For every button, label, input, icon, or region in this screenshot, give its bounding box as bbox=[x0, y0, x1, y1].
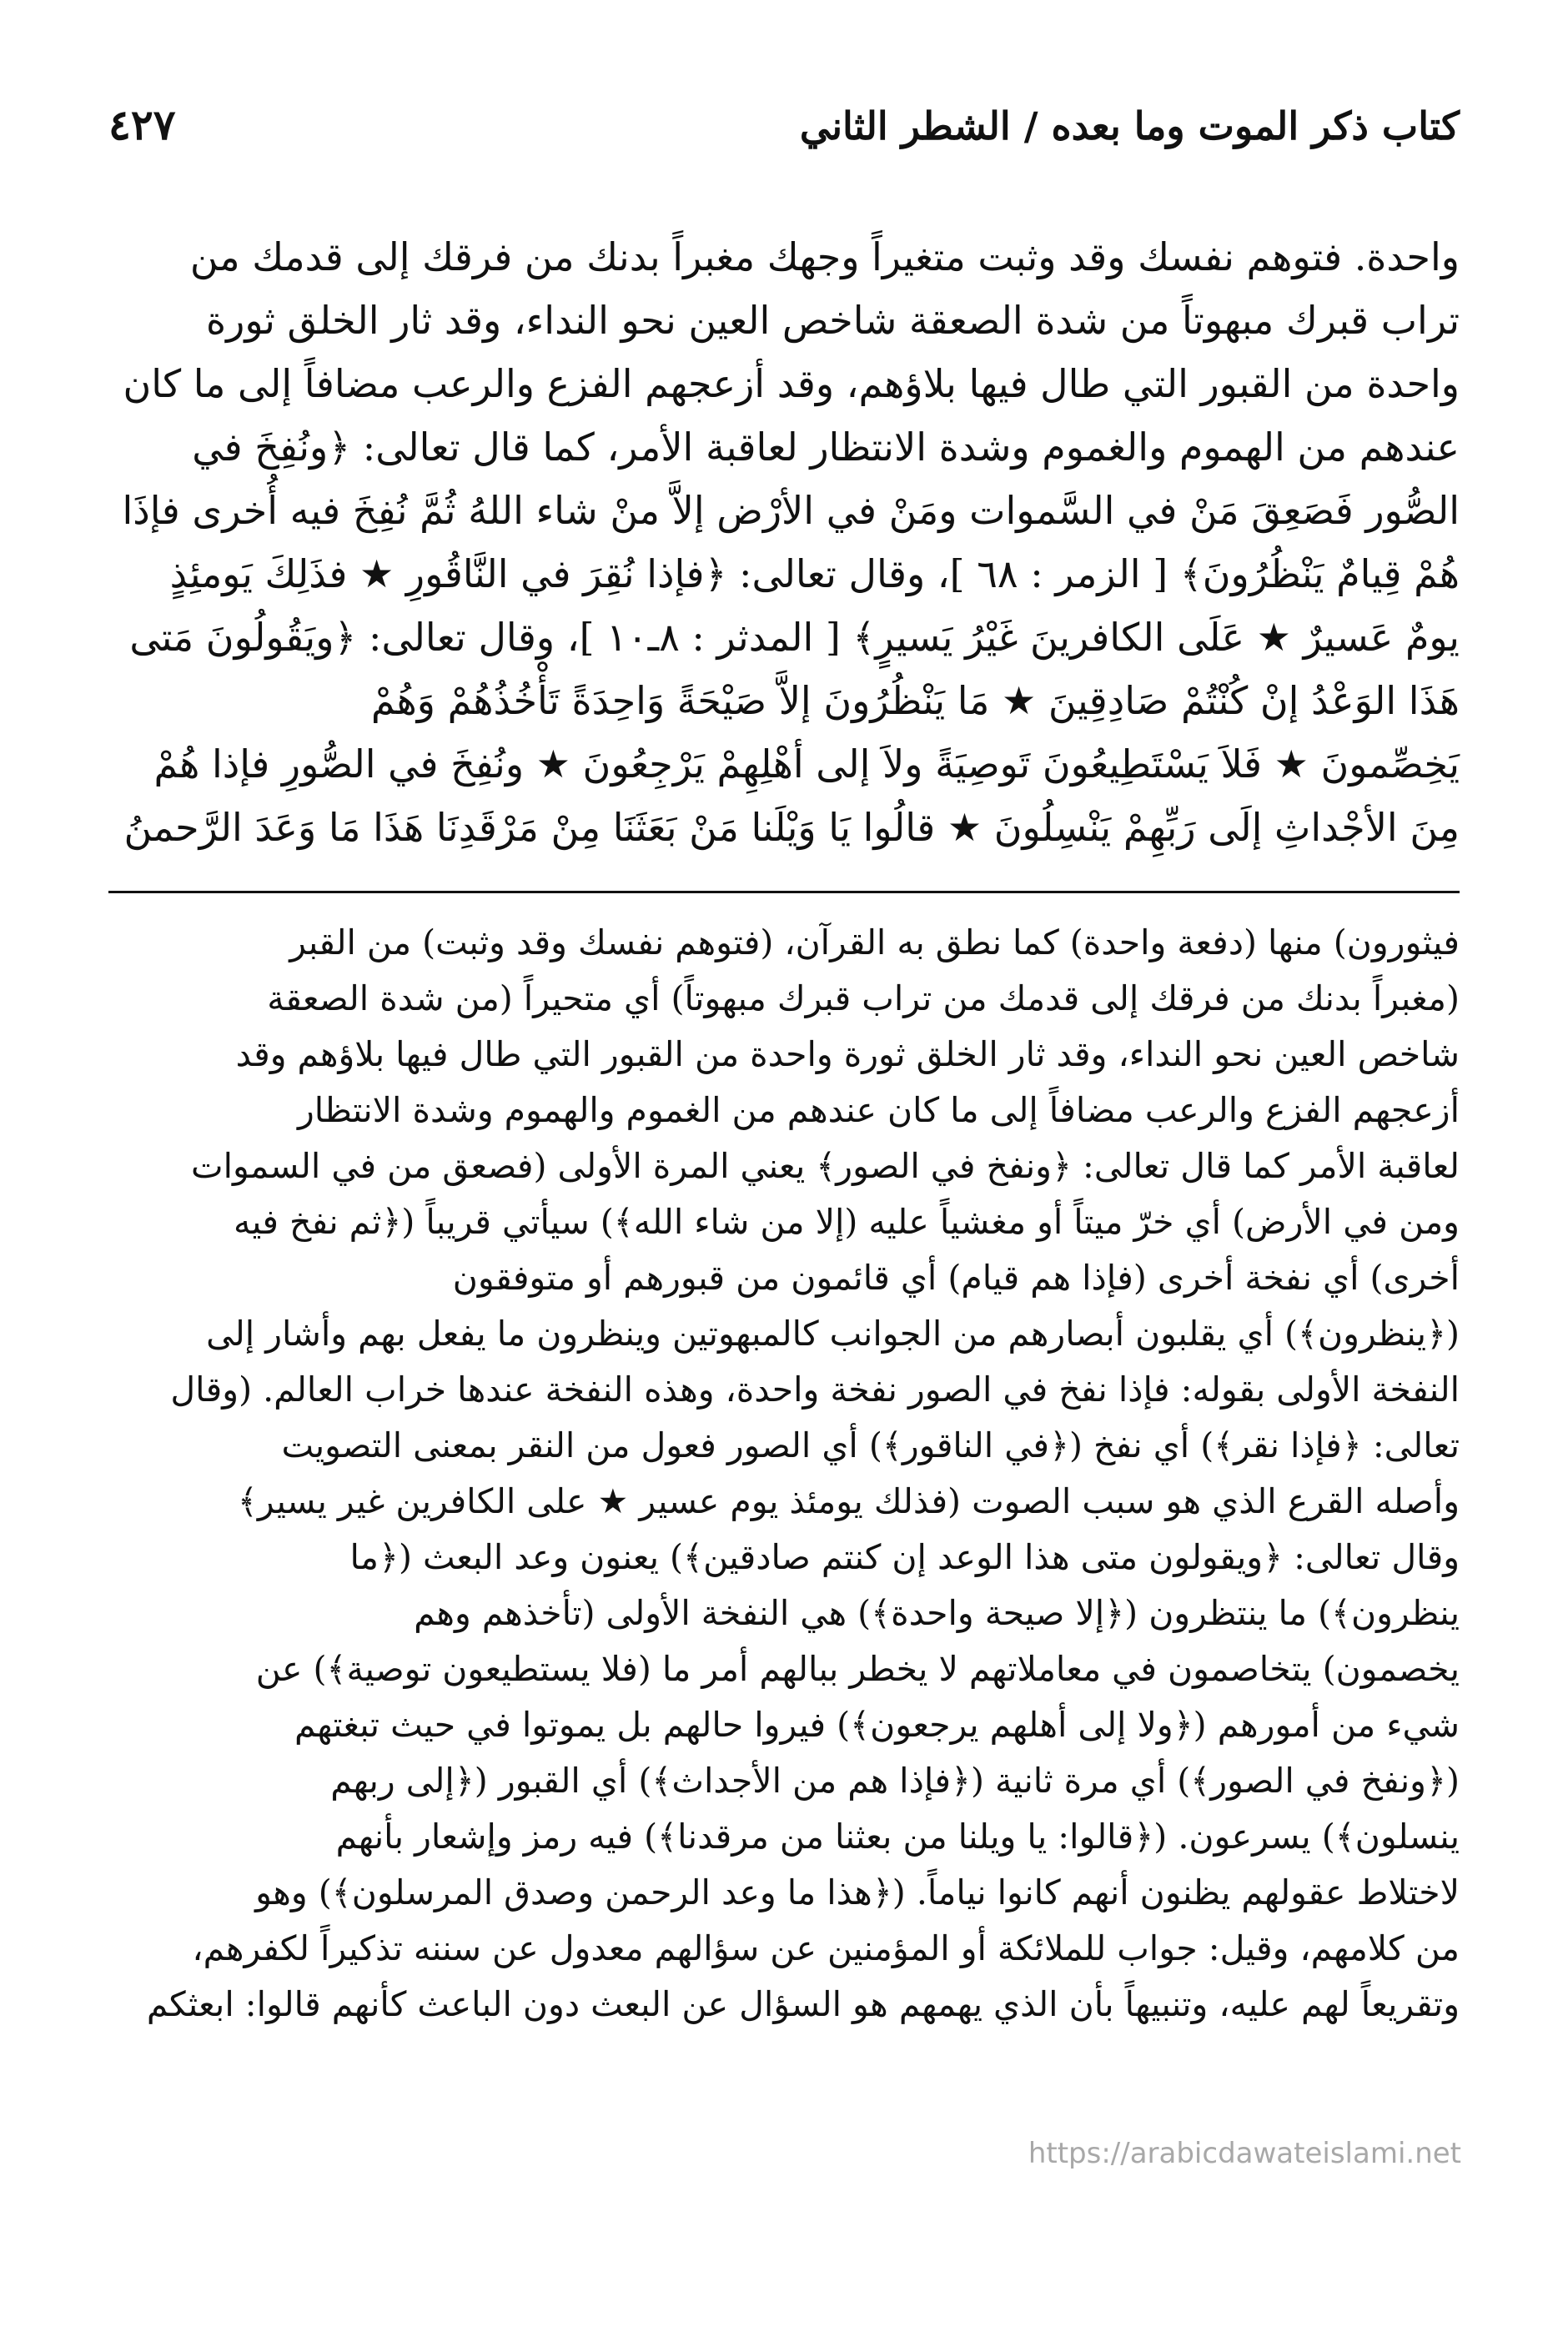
main-text-line: هُمْ قِيامٌ يَنْظُرُونَ﴾ [ الزمر : ٦٨ ]، وقال تعالى: ﴿فإذا نُقِرَ في النَّاقُورِ ★ فذَلِكَ يَومئِذٍ bbox=[169, 551, 1460, 596]
main-text-line: واحدة. فتوهم نفسك وقد وثبت متغيراً وجهك مغبراً بدنك من فرقك إلى قدمك من bbox=[189, 234, 1460, 279]
page-number: ٤٢٧ bbox=[108, 100, 176, 149]
commentary-line: أخرى) أي نفخة أخرى (فإذا هم قيام) أي قائمون من قبورهم أو متوفقون bbox=[452, 1258, 1460, 1298]
commentary-line: لعاقبة الأمر كما قال تعالى: ﴿ونفخ في الصور﴾ يعني المرة الأولى (فصعق من في السموات bbox=[190, 1146, 1460, 1186]
commentary-line: (مغبراً بدنك من فرقك إلى قدمك من تراب قبرك مبهوتاً) أي متحيراً (من شدة الصعقة bbox=[267, 978, 1460, 1018]
commentary-line: ومن في الأرض) أي خرّ ميتاً أو مغشياً عليه (إلا من شاء الله﴾) سيأتي قريباً (﴿ثم نفخ فيه bbox=[234, 1202, 1460, 1242]
commentary-line: ينظرون﴾) ما ينتظرون (﴿إلا صيحة واحدة﴾) هي النفخة الأولى (تأخذهم وهم bbox=[414, 1593, 1460, 1633]
commentary-line: من كلامهم، وقيل: جواب للملائكة أو المؤمنين عن سؤالهم معدول عن سننه تذكيراً لكفرهم، bbox=[192, 1928, 1460, 1968]
commentary-line: أزعجهم الفزع والرعب مضافاً إلى ما كان عندهم من الغموم والهموم وشدة الانتظار bbox=[297, 1090, 1460, 1130]
commentary-line: شاخص العين نحو النداء، وقد ثار الخلق ثورة واحدة من القبور التي طال فيها بلاؤهم وقد bbox=[235, 1034, 1460, 1074]
main-text-block bbox=[108, 225, 1460, 859]
commentary-block bbox=[108, 915, 1460, 2033]
commentary-line: يخصمون) يتخاصمون في معاملاتهم لا يخطر ببالهم أمر ما (فلا يستطيعون توصية﴾) عن bbox=[255, 1649, 1460, 1689]
running-header bbox=[108, 100, 1460, 192]
commentary-line: وتقريعاً لهم عليه، وتنبيهاً بأن الذي يهمهم هو السؤال عن البعث دون الباعث كأنهم قالوا: ابعثكم bbox=[146, 1984, 1460, 2024]
main-text-line: عندهم من الهموم والغموم وشدة الانتظار لعاقبة الأمر، كما قال تعالى: ﴿ونُفِخَ في bbox=[192, 425, 1460, 470]
main-text-line: يَخِصِّمونَ ★ فَلاَ يَسْتَطِيعُونَ تَوصِيَةً ولاَ إلى أهْلِهِمْ يَرْجِعُونَ ★ ونُفِخَ في الصُّورِ فإذا هُمْ bbox=[153, 741, 1460, 787]
book-page bbox=[108, 100, 1460, 2269]
commentary-line: (﴿ينظرون﴾) أي يقلبون أبصارهم من الجوانب كالمبهوتين وينظرون ما يفعل بهم وأشار إلى bbox=[206, 1314, 1460, 1354]
commentary-line: فيثورون) منها (دفعة واحدة) كما نطق به القرآن، (فتوهم نفسك وقد وثبت) من القبر bbox=[289, 922, 1460, 962]
main-text-line: تراب قبرك مبهوتاً من شدة الصعقة شاخص العين نحو النداء، وقد ثار الخلق ثورة bbox=[206, 298, 1460, 343]
commentary-line: (﴿ونفخ في الصور﴾) أي مرة ثانية (﴿فإذا هم من الأجداث﴾) أي القبور (﴿إلى ربهم bbox=[330, 1761, 1460, 1801]
commentary-line: لاختلاط عقولهم يظنون أنهم كانوا نياماً. (﴿هذا ما وعد الرحمن وصدق المرسلون﴾) وهو bbox=[255, 1872, 1460, 1912]
commentary-line: وأصله القرع الذي هو سبب الصوت (فذلك يومئذ يوم عسير ★ على الكافرين غير يسير﴾ bbox=[237, 1481, 1460, 1521]
main-text-line: يومٌ عَسيرٌ ★ عَلَى الكافرينَ غَيْرُ يَسيرٍ﴾ [ المدثر : ٨ـ١٠ ]، وقال تعالى: ﴿ويَقُولُونَ مَتى bbox=[129, 615, 1460, 660]
main-text-line: واحدة من القبور التي طال فيها بلاؤهم، وقد أزعجهم الفزع والرعب مضافاً إلى ما كان bbox=[123, 361, 1460, 406]
commentary-line: شيء من أمورهم (﴿ولا إلى أهلهم يرجعون﴾) فيروا حالهم بل يموتوا في حيث تبغتهم bbox=[294, 1705, 1460, 1745]
footnote-divider bbox=[108, 891, 1460, 893]
commentary-line: ينسلون﴾) يسرعون. (﴿قالوا: يا ويلنا من بعثنا من مرقدنا﴾) فيه رمز وإشعار بأنهم bbox=[335, 1817, 1460, 1857]
running-title: كتاب ذكر الموت وما بعده / الشطر الثاني bbox=[799, 103, 1460, 148]
main-text-line: هَذَا الوَعْدُ إنْ كُنْتُمْ صَادِقِينَ ★ مَا يَنْظُرُونَ إلاَّ صَيْحَةً وَاحِدَةً تَأْخُذُهُمْ وَهُمْ bbox=[370, 678, 1460, 723]
main-text-line: مِنَ الأجْداثِ إلَى رَبِّهِمْ يَنْسِلُونَ ★ قالُوا يَا وَيْلَنا مَنْ بَعَثَنَا مِنْ مَرْقَدِنَا هَذَا مَا وَعَدَ الرَّحمنُ bbox=[123, 805, 1460, 850]
watermark-url: https://arabicdawateislami.net bbox=[1028, 2137, 1461, 2170]
main-text-line: الصُّور فَصَعِقَ مَنْ في السَّموات ومَنْ في الأرْض إلاَّ منْ شاء اللهُ ثُمَّ نُفِخَ فيه أُخرى فإذَا bbox=[122, 488, 1460, 533]
commentary-line: تعالى: ﴿فإذا نقر﴾) أي نفخ (﴿في الناقور﴾) أي الصور فعول من النقر بمعنى التصويت bbox=[281, 1425, 1460, 1465]
commentary-line: وقال تعالى: ﴿ويقولون متى هذا الوعد إن كنتم صادقين﴾) يعنون وعد البعث (﴿ما bbox=[349, 1537, 1460, 1577]
commentary-line: النفخة الأولى بقوله: فإذا نفخ في الصور نفخة واحدة، وهذه النفخة عندها خراب العالم. (وقال bbox=[170, 1370, 1460, 1410]
